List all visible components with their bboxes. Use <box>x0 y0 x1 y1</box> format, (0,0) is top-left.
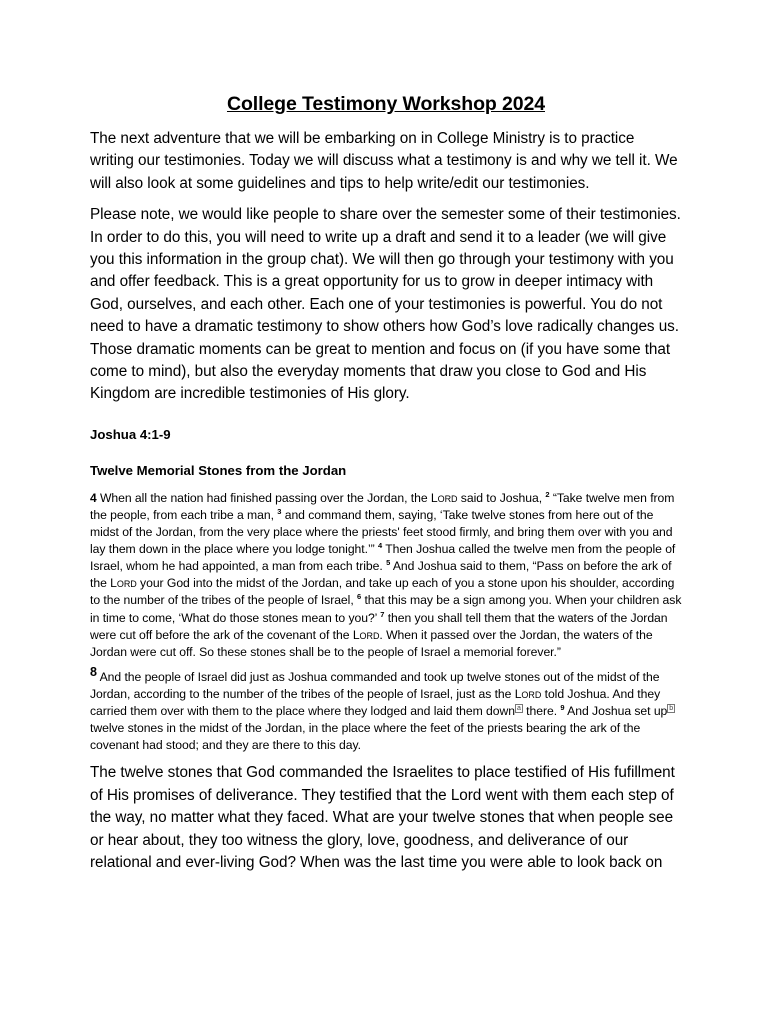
verse-text: When all the nation had finished passing over the Jordan, the <box>96 490 431 505</box>
page-title: College Testimony Workshop 2024 <box>226 93 545 115</box>
verse-text: said to Joshua, <box>457 490 546 505</box>
verse-text: there. <box>522 704 561 718</box>
lord-small-caps: Lord <box>514 686 542 701</box>
verse-number: 4 <box>377 541 383 551</box>
verse-number: 2 <box>545 489 550 499</box>
verse-text: And Joshua set up <box>564 704 668 718</box>
verse-text: that this may be a sign among you. When your children ask in time to come, ‘What do those stones mean to you?’ <box>90 593 682 625</box>
closing-paragraph: The twelve stones that God commanded the Israelites to place testified of His fufillment of His promises of deliverance. They testified that the Lord went with them each step of the way, no matter what they faced. What are your twelve stones that when people see or hear about, they too witness the glory, love, goodness, and deliverance of our relational and ever-living God? When was the last time you were able to look back on <box>90 764 675 871</box>
verse-number: 4 <box>90 490 97 505</box>
scripture-reference: Joshua 4:1-9 <box>90 426 171 442</box>
verse-number: 8 <box>90 664 97 679</box>
scripture-passage-1 <box>90 490 682 661</box>
intro-paragraph-1: The next adventure that we will be embarking on in College Ministry is to practice writing our testimonies. Today we will discuss what a testimony is and why we tell it. We will also look at some guidelines and tips to help write/edit our testimonies. <box>90 130 678 192</box>
verse-text: told Joshua. And they carried them over with them to the place where they lodged and laid them down <box>90 686 661 718</box>
verse-text: your God into the midst of the Jordan, and take up each of you a stone upon his shoulder, according to the number of the tribes of the people of Israel, <box>90 576 675 608</box>
scripture-passage-2 <box>90 664 682 754</box>
verse-text: and command them, saying, ‘Take twelve stones from here out of the midst of the Jordan, from the very place where the priests' feet stood firmly, and bring them over with you and lay them down in the place where you lodge tonight.’” <box>90 507 673 557</box>
verse-number: 6 <box>357 592 362 602</box>
lord-small-caps: Lord <box>430 490 458 505</box>
verse-text: twelve stones in the midst of the Jordan, in the place where the feet of the priests bearing the ark of the covenant had stood; and they are there to this day. <box>90 721 641 753</box>
lord-small-caps: Lord <box>352 627 380 642</box>
verse-number: 3 <box>277 506 282 516</box>
intro-paragraph-2: Please note, we would like people to share over the semester some of their testimonies. In order to do this, you will need to write up a draft and send it to a leader (we will give you this information in the group chat). We will then go through your testimony with you and offer feedback. This is a great opportunity for us to grow in deeper intimacy with God, ourselves, and each other. Each one of your testimonies is powerful. You do not need to have a dramatic testimony to show others how God’s love radically changes us. Those dramatic moments can be great to mention and focus on (if you have some that come to mind), but also the everyday moments that draw you close to God and His Kingdom are incredible testimonies of His glory. <box>90 206 681 403</box>
verse-text: then you shall tell them that the waters of the Jordan were cut off before the ark of the covenant of the <box>90 610 668 642</box>
verse-text: And Joshua said to them, “Pass on before the ark of the <box>90 559 672 591</box>
section-heading: Twelve Memorial Stones from the Jordan <box>90 462 347 478</box>
footnote-link-a[interactable]: a <box>517 704 521 712</box>
verse-number: 7 <box>380 609 385 619</box>
verse-text: . When it passed over the Jordan, the waters of the Jordan were cut off. So these stones shall be to the people of Israel a memorial forever.” <box>90 627 653 659</box>
verse-text: Then Joshua called the twelve men from the people of Israel, whom he had appointed, a man from each tribe. <box>90 542 676 574</box>
verse-text: And the people of Israel did just as Joshua commanded and took up twelve stones out of the midst of the Jordan, according to the number of the tribes of the people of Israel, just as the <box>90 669 660 701</box>
footnote-link-b[interactable]: b <box>669 704 674 712</box>
verse-number: 5 <box>386 558 391 568</box>
lord-small-caps: Lord <box>110 576 137 591</box>
verse-number: 9 <box>560 702 565 712</box>
verse-text: “Take twelve men from the people, from each tribe a man, <box>90 490 675 522</box>
